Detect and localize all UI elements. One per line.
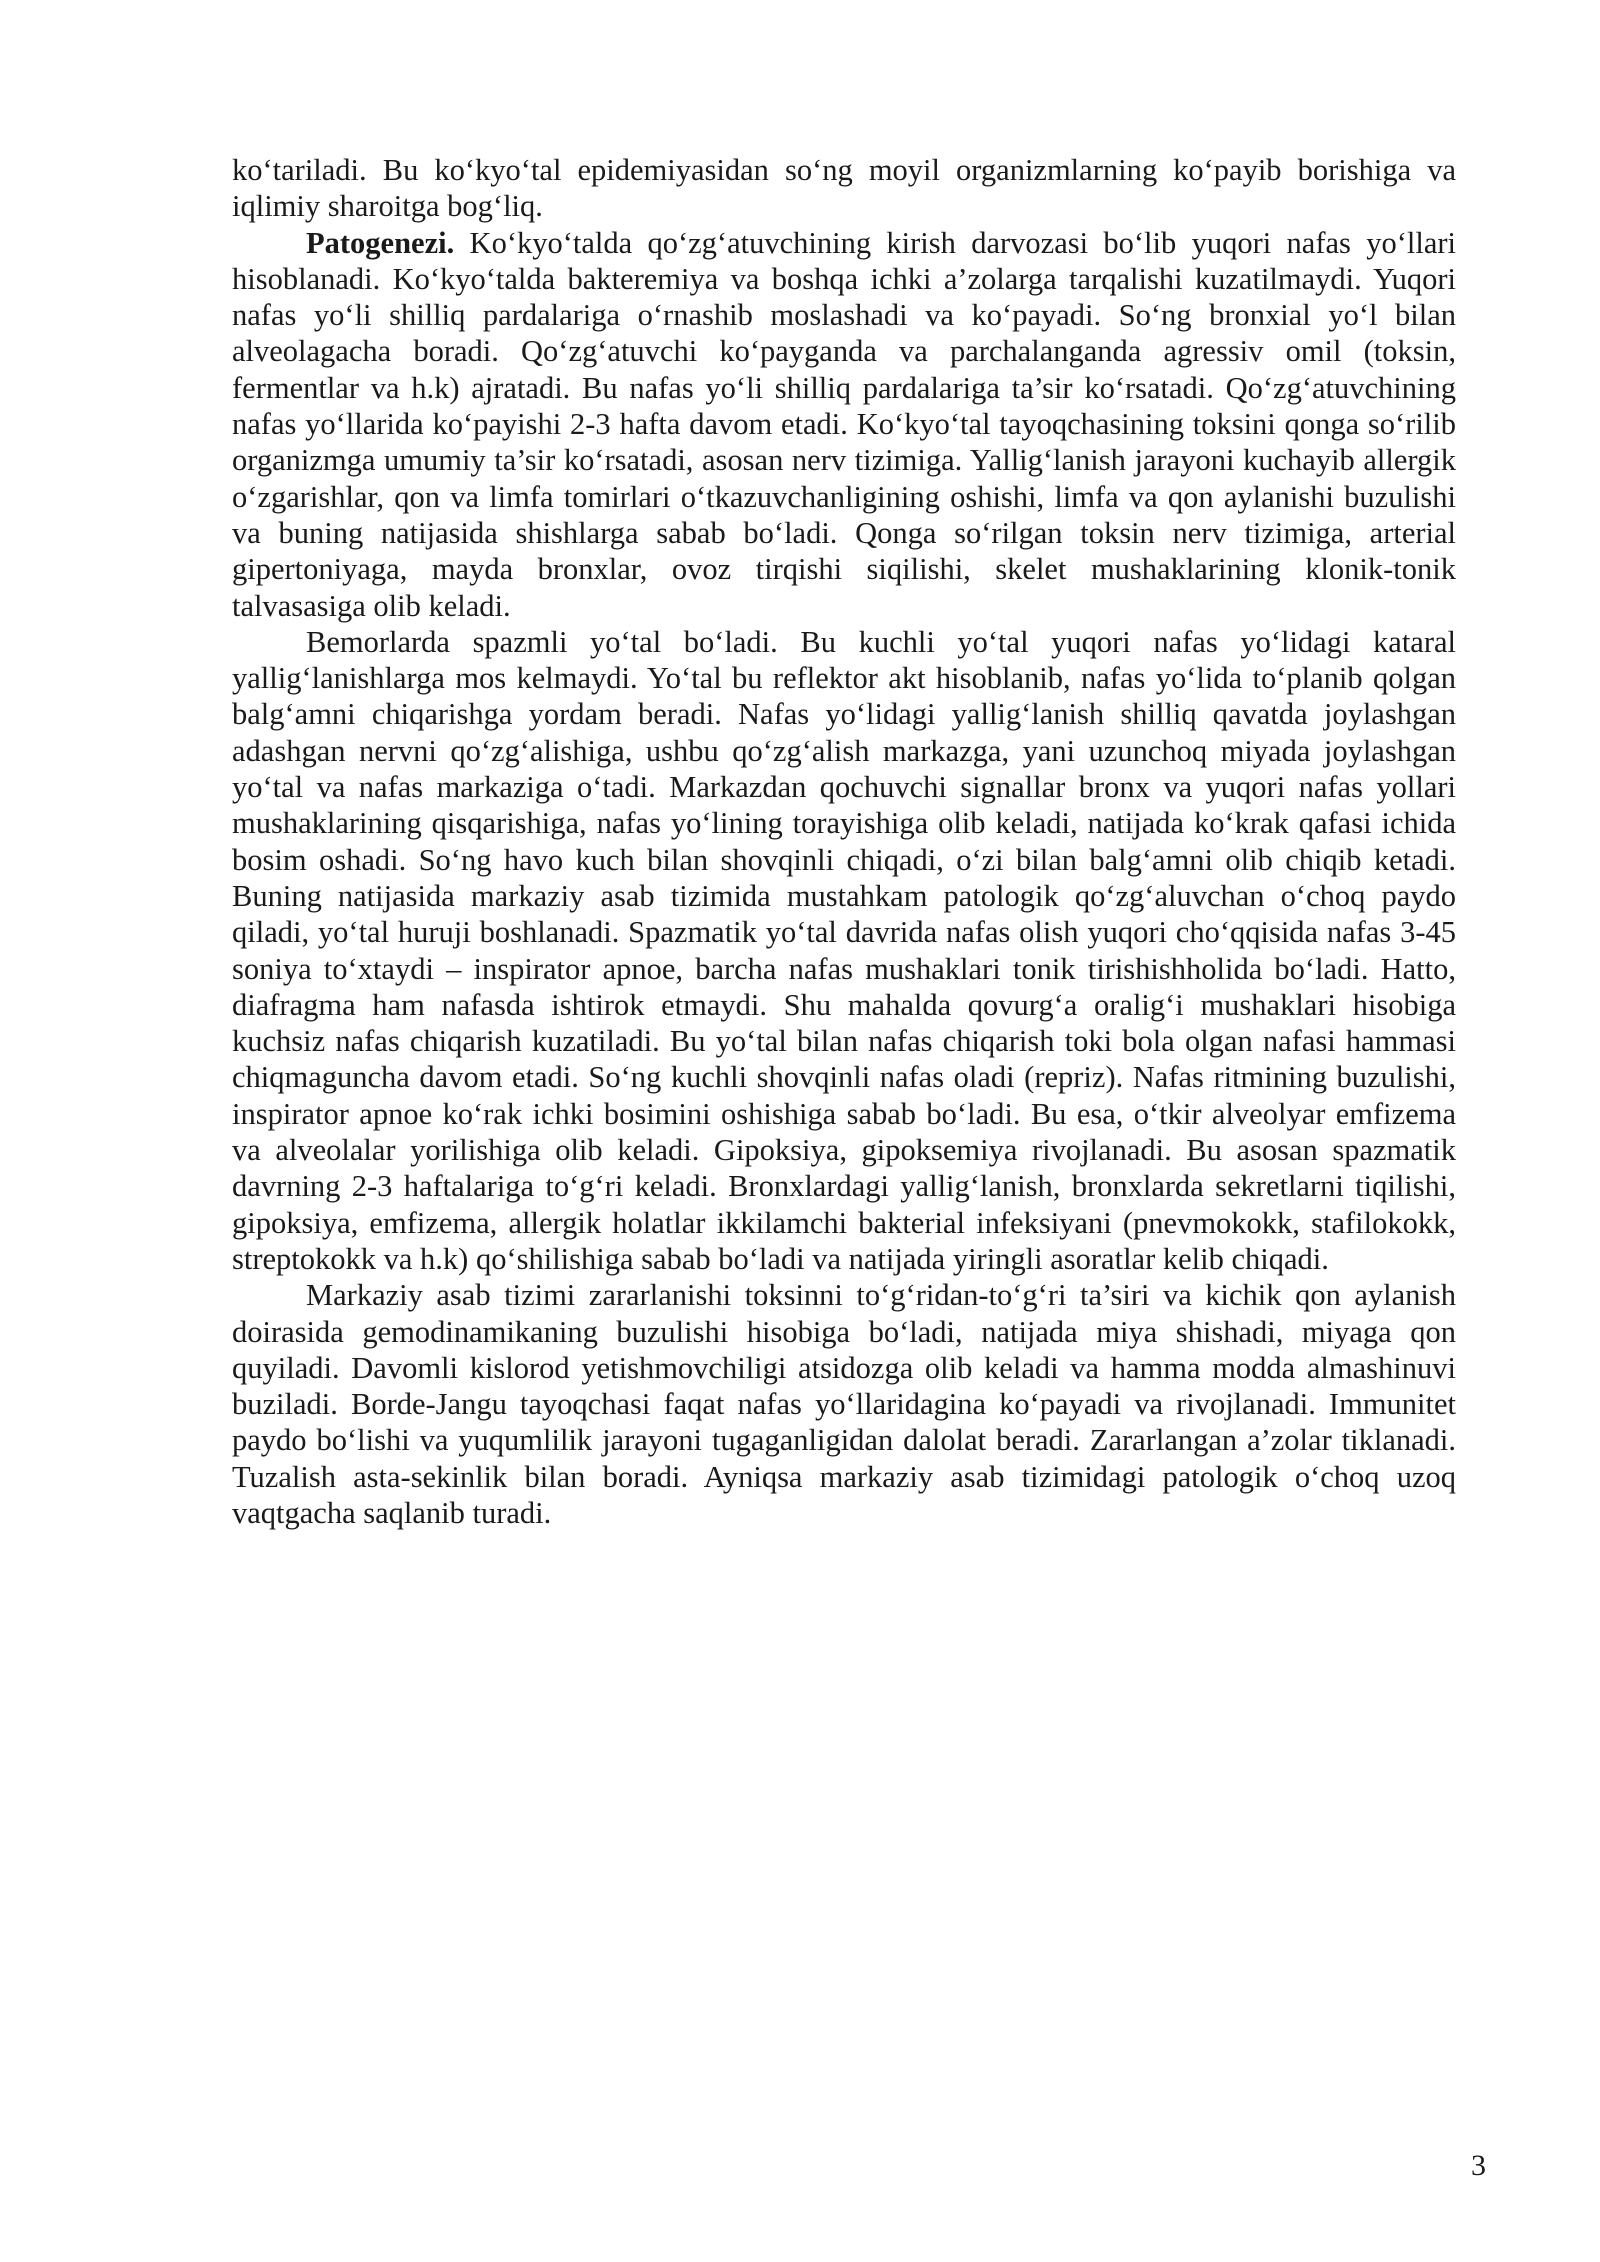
paragraph-spasmodic-cough xyxy=(232,624,1456,1277)
paragraph-continuation xyxy=(232,152,1456,225)
paragraph-text: Ko‘kyo‘talda qo‘zg‘atuvchining kirish darvozasi bo‘lib yuqori nafas yo‘llari hisoblanadi. Ko‘kyo‘talda bakteremiya va boshqa ichki a’zolarga tarqalishi kuzatilmaydi. Yuqori nafas yo‘li shilliq pardalariga o‘rnashib moslashadi va ko‘payadi. So‘ng bronxial yo‘l bilan alveolagacha boradi. Qo‘zg‘atuvchi ko‘payganda va parchalanganda agressiv omil (toksin, fermentlar va h.k) ajratadi. Bu nafas yo‘li shilliq pardalariga ta’sir ko‘rsatadi. Qo‘zg‘atuvchining nafas yo‘llarida ko‘payishi 2-3 hafta davom etadi. Ko‘kyo‘tal tayoqchasining toksini qonga so‘rilib organizmga umumiy ta’sir ko‘rsatadi, asosan nerv tizimiga. Yallig‘lanish jarayoni kuchayib allergik o‘zgarishlar, qon va limfa tomirlari o‘tkazuvchanligining oshishi, limfa va qon aylanishi buzulishi va buning natijasida shishlarga sabab bo‘ladi. Qonga so‘rilgan toksin nerv tizimiga, arterial gipertoniyaga, mayda bronxlar, ovoz tirqishi siqilishi, skelet mushaklarining klonik-tonik talvasasiga olib keladi. xyxy=(232,225,1456,623)
paragraph-pathogenesis xyxy=(232,225,1456,624)
paragraph-text: Markaziy asab tizimi zararlanishi toksinni to‘g‘ridan-to‘g‘ri ta’siri va kichik qon aylanish doirasida gemodinamikaning buzulishi hisobiga bo‘ladi, natijada miya shishadi, miyaga qon quyiladi. Davomli kislorod yetishmovchiligi atsidozga olib keladi va hamma modda almashinuvi buziladi. Borde-Jangu tayoqchasi faqat nafas yo‘llaridagina ko‘payadi va rivojlanadi. Immunitet paydo bo‘lishi va yuqumlilik jarayoni tugaganligidan dalolat beradi. Zararlangan a’zolar tiklanadi. Tuzalish asta-sekinlik bilan boradi. Ayniqsa markaziy asab tizimidagi patologik o‘choq uzoq vaqtgacha saqlanib turadi. xyxy=(232,1278,1456,1530)
paragraph-text: ko‘tariladi. Bu ko‘kyo‘tal epidemiyasidan so‘ng moyil organizmlarning ko‘payib borishiga va iqlimiy sharoitga bog‘liq. xyxy=(232,153,1456,224)
paragraph-cns-damage xyxy=(232,1277,1456,1531)
paragraph-text: Bemorlarda spazmli yo‘tal bo‘ladi. Bu kuchli yo‘tal yuqori nafas yo‘lidagi kataral yallig‘lanishlarga mos kelmaydi. Yo‘tal bu reflektor akt hisoblanib, nafas yo‘lida to‘planib qolgan balg‘amni chiqarishga yordam beradi. Nafas yo‘lidagi yallig‘lanish shilliq qavatda joylashgan adashgan nervni qo‘zg‘alishiga, ushbu qo‘zg‘alish markazga, yani uzunchoq miyada joylashgan yo‘tal va nafas markaziga o‘tadi. Markazdan qochuvchi signallar bronx va yuqori nafas yollari mushaklarining qisqarishiga, nafas yo‘lining torayishiga olib keladi, natijada ko‘krak qafasi ichida bosim oshadi. So‘ng havo kuch bilan shovqinli chiqadi, o‘zi bilan balg‘amni olib chiqib ketadi. Buning natijasida markaziy asab tizimida mustahkam patologik qo‘zg‘aluvchan o‘choq paydo qiladi, yo‘tal huruji boshlanadi. Spazmatik yo‘tal davrida nafas olish yuqori cho‘qqisida nafas 3-45 soniya to‘xtaydi – inspirator apnoe, barcha nafas mushaklari tonik tirishishholida bo‘ladi. Hatto, diafragma ham nafasda ishtirok etmaydi. Shu mahalda qovurg‘a oralig‘i mushaklari hisobiga kuchsiz nafas chiqarish kuzatiladi. Bu yo‘tal bilan nafas chiqarish toki bola olgan nafasi hammasi chiqmaguncha davom etadi. So‘ng kuchli shovqinli nafas oladi (repriz). Nafas ritmining buzulishi, inspirator apnoe ko‘rak ichki bosimini oshishiga sabab bo‘ladi. Bu esa, o‘tkir alveolyar emfizema va alveolalar yorilishiga olib keladi. Gipoksiya, gipoksemiya rivojlanadi. Bu asosan spazmatik davrning 2-3 haftalariga to‘g‘ri keladi. Bronxlardagi yallig‘lanish, bronxlarda sekretlarni tiqilishi, gipoksiya, emfizema, allergik holatlar ikkilamchi bakterial infeksiyani (pnevmokokk, stafilokokk, streptokokk va h.k) qo‘shilishiga sabab bo‘ladi va natijada yiringli asoratlar kelib chiqadi. xyxy=(232,624,1456,1276)
page-number: 3 xyxy=(1471,2149,1486,2182)
section-heading-pathogenesis: Patogenezi. xyxy=(306,225,455,260)
body-text xyxy=(232,152,1456,1531)
